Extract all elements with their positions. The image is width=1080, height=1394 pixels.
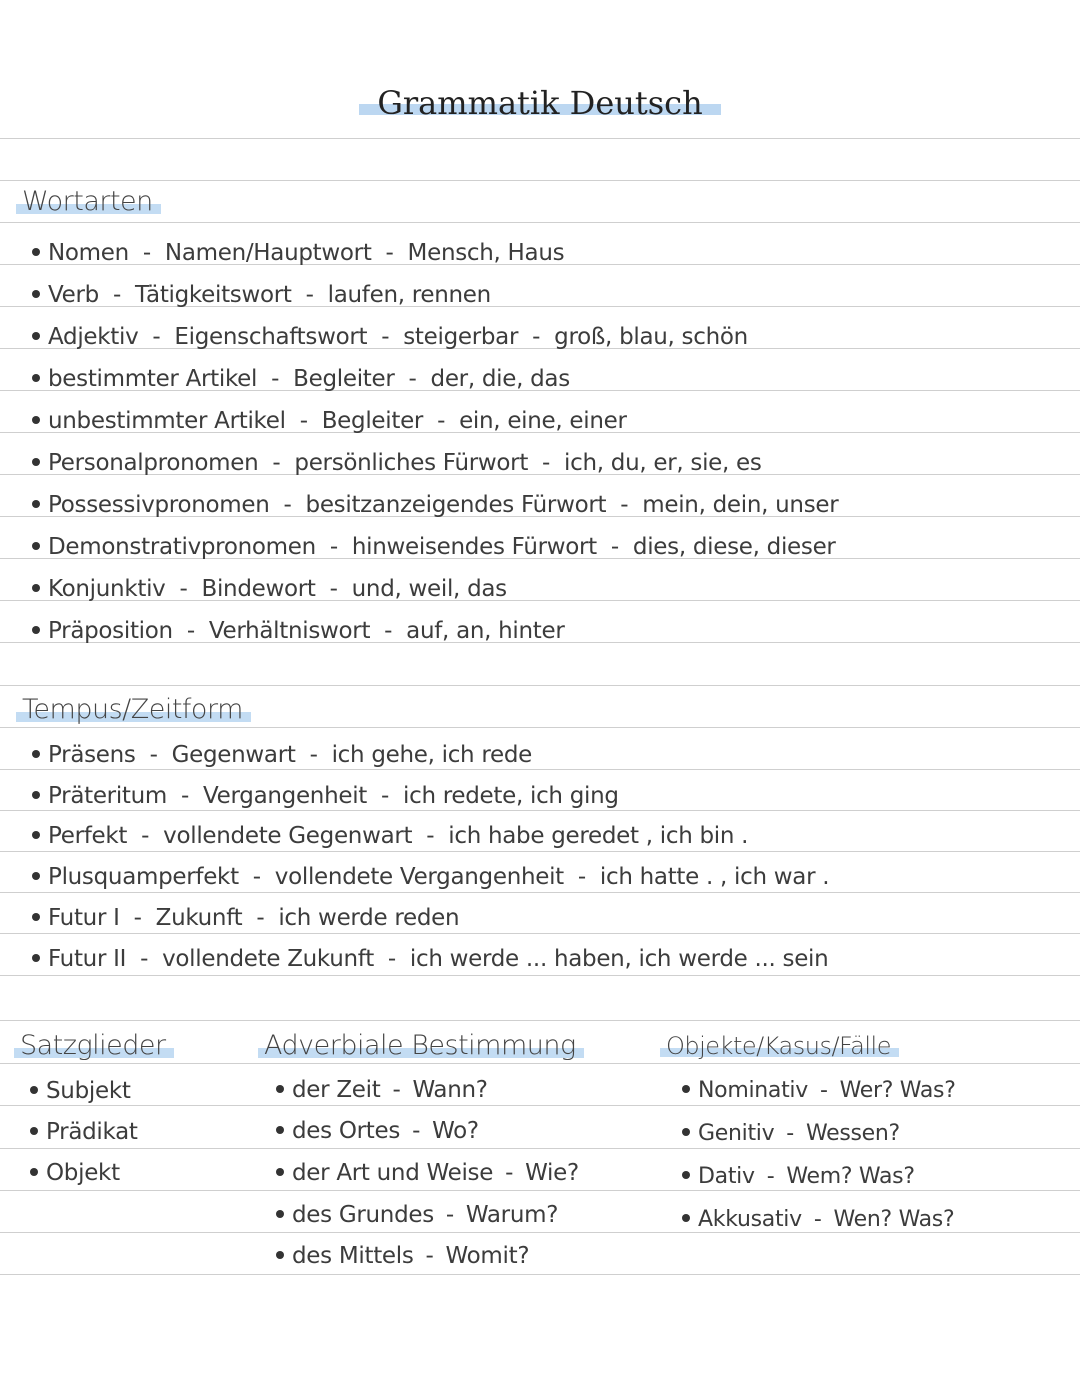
dash-separator: - bbox=[142, 240, 151, 266]
dash-separator: - bbox=[381, 324, 390, 350]
wortarten-item-name: Verb bbox=[48, 282, 99, 308]
wortarten-item-part: mein, dein, unser bbox=[642, 492, 839, 518]
dash-separator: - bbox=[149, 742, 158, 768]
bullet-icon bbox=[682, 1214, 690, 1222]
wortarten-item-part: hinweisendes Fürwort bbox=[351, 534, 597, 560]
tempus-item-part: Gegenwart bbox=[171, 742, 296, 768]
dash-separator: - bbox=[385, 240, 394, 266]
ruled-line bbox=[0, 222, 1080, 223]
tempus-item bbox=[32, 944, 828, 974]
page-title bbox=[0, 84, 1080, 122]
adverbiale-item-name: des Grundes bbox=[292, 1202, 434, 1228]
satzglieder-item-name: Prädikat bbox=[46, 1119, 138, 1145]
dash-separator: - bbox=[133, 905, 142, 931]
dash-separator: - bbox=[283, 492, 292, 518]
wortarten-item-part: Tätigkeitswort bbox=[134, 282, 292, 308]
wortarten-item bbox=[32, 364, 570, 394]
ruled-line bbox=[0, 138, 1080, 139]
dash-separator: - bbox=[577, 864, 586, 890]
wortarten-heading bbox=[16, 186, 161, 217]
satzglieder-item-name: Objekt bbox=[46, 1160, 120, 1186]
objekte-item-part: Wessen? bbox=[805, 1121, 900, 1146]
tempus-item-part: vollendete Gegenwart bbox=[163, 823, 413, 849]
bullet-icon bbox=[32, 458, 40, 466]
wortarten-item-name: Possessivpronomen bbox=[48, 492, 270, 518]
wortarten-item-part: Begleiter bbox=[321, 408, 424, 434]
wortarten-item-part: und, weil, das bbox=[351, 576, 507, 602]
wortarten-item-name: Demonstrativpronomen bbox=[48, 534, 316, 560]
wortarten-item bbox=[32, 532, 836, 562]
wortarten-heading-text: Wortarten bbox=[16, 186, 161, 217]
wortarten-item-part: der, die, das bbox=[430, 366, 570, 392]
dash-separator: - bbox=[252, 864, 261, 890]
adverbiale-item-name: der Art und Weise bbox=[292, 1160, 494, 1186]
adverbiale-item-name: des Mittels bbox=[292, 1243, 414, 1269]
dash-separator: - bbox=[819, 1078, 828, 1103]
dash-separator: - bbox=[309, 742, 318, 768]
ruled-line bbox=[0, 1274, 1080, 1275]
objekte-item-part: Wer? Was? bbox=[839, 1078, 956, 1103]
dash-separator: - bbox=[505, 1160, 514, 1186]
dash-separator: - bbox=[179, 576, 188, 602]
dash-separator: - bbox=[152, 324, 161, 350]
ruled-line bbox=[0, 685, 1080, 686]
wortarten-item-part: persönliches Fürwort bbox=[294, 450, 529, 476]
ruled-line bbox=[0, 727, 1080, 728]
wortarten-item bbox=[32, 322, 748, 352]
wortarten-item-part: auf, an, hinter bbox=[406, 618, 565, 644]
adverbiale-item bbox=[276, 1241, 529, 1271]
bullet-icon bbox=[32, 750, 40, 758]
objekte-item-name: Dativ bbox=[698, 1164, 755, 1189]
wortarten-item-name: Nomen bbox=[48, 240, 129, 266]
wortarten-item-part: Namen/Hauptwort bbox=[164, 240, 372, 266]
wortarten-item-part: Mensch, Haus bbox=[407, 240, 565, 266]
ruled-line bbox=[0, 1020, 1080, 1021]
tempus-item-name: Präsens bbox=[48, 742, 136, 768]
bullet-icon bbox=[32, 416, 40, 424]
wortarten-item bbox=[32, 616, 565, 646]
dash-separator: - bbox=[271, 366, 280, 392]
dash-separator: - bbox=[141, 823, 150, 849]
objekte-heading bbox=[660, 1032, 899, 1060]
tempus-item bbox=[32, 740, 532, 770]
adverbiale-item-name: des Ortes bbox=[292, 1118, 401, 1144]
dash-separator: - bbox=[408, 366, 417, 392]
wortarten-item-part: laufen, rennen bbox=[327, 282, 491, 308]
dash-separator: - bbox=[112, 282, 121, 308]
objekte-item-name: Genitiv bbox=[698, 1121, 775, 1146]
bullet-icon bbox=[32, 831, 40, 839]
dash-separator: - bbox=[392, 1077, 401, 1103]
bullet-icon bbox=[32, 626, 40, 634]
dash-separator: - bbox=[445, 1202, 454, 1228]
objekte-item-part: Wen? Was? bbox=[833, 1207, 955, 1232]
tempus-item-part: ich habe geredet , ich bin . bbox=[448, 823, 749, 849]
satzglieder-item-name: Subjekt bbox=[46, 1078, 131, 1104]
bullet-icon bbox=[32, 872, 40, 880]
bullet-icon bbox=[32, 584, 40, 592]
dash-separator: - bbox=[786, 1121, 794, 1146]
ruled-line bbox=[0, 933, 1080, 934]
bullet-icon bbox=[32, 290, 40, 298]
tempus-item-part: ich redete, ich ging bbox=[403, 783, 619, 809]
page-title-text: Grammatik Deutsch bbox=[359, 84, 720, 122]
wortarten-item bbox=[32, 280, 491, 310]
wortarten-item-part: Verhältniswort bbox=[208, 618, 371, 644]
tempus-item-name: Plusquamperfekt bbox=[48, 864, 239, 890]
objekte-item-name: Nominativ bbox=[698, 1078, 808, 1103]
wortarten-item-part: groß, blau, schön bbox=[554, 324, 748, 350]
ruled-line bbox=[0, 1063, 1080, 1064]
adverbiale-item-part: Wie? bbox=[525, 1160, 579, 1186]
tempus-heading-text: Tempus/Zeitform bbox=[16, 694, 251, 725]
tempus-item-part: vollendete Vergangenheit bbox=[274, 864, 564, 890]
bullet-icon bbox=[30, 1168, 38, 1176]
dash-separator: - bbox=[813, 1207, 822, 1232]
wortarten-item bbox=[32, 490, 838, 520]
adverbiale-heading-text: Adverbiale Bestimmung bbox=[258, 1030, 584, 1061]
adverbiale-item bbox=[276, 1200, 558, 1230]
dash-separator: - bbox=[384, 618, 393, 644]
dash-separator: - bbox=[181, 783, 190, 809]
adverbiale-item-part: Wo? bbox=[432, 1118, 479, 1144]
objekte-item bbox=[682, 1162, 915, 1192]
dash-separator: - bbox=[186, 618, 195, 644]
objekte-heading-text: Objekte/Kasus/Fälle bbox=[660, 1032, 899, 1060]
ruled-line bbox=[0, 1148, 1080, 1149]
satzglieder-heading-text: Satzglieder bbox=[14, 1030, 174, 1061]
bullet-icon bbox=[30, 1127, 38, 1135]
dash-separator: - bbox=[329, 534, 338, 560]
wortarten-item-name: unbestimmter Artikel bbox=[48, 408, 286, 434]
tempus-item-part: Vergangenheit bbox=[203, 783, 368, 809]
tempus-item-part: ich hatte . , ich war . bbox=[599, 864, 830, 890]
bullet-icon bbox=[32, 954, 40, 962]
dash-separator: - bbox=[437, 408, 446, 434]
ruled-line bbox=[0, 851, 1080, 852]
dash-separator: - bbox=[412, 1118, 421, 1144]
bullet-icon bbox=[32, 248, 40, 256]
wortarten-item-name: Präposition bbox=[48, 618, 173, 644]
ruled-line bbox=[0, 180, 1080, 181]
wortarten-item-name: Konjunktiv bbox=[48, 576, 166, 602]
adverbiale-item-part: Warum? bbox=[465, 1202, 559, 1228]
tempus-item-name: Perfekt bbox=[48, 823, 128, 849]
tempus-item-name: Futur II bbox=[48, 946, 127, 972]
objekte-item-part: Wem? Was? bbox=[786, 1164, 915, 1189]
satzglieder-item bbox=[30, 1158, 120, 1188]
bullet-icon bbox=[682, 1128, 690, 1136]
dash-separator: - bbox=[272, 450, 281, 476]
tempus-item bbox=[32, 821, 748, 851]
adverbiale-item bbox=[276, 1158, 579, 1188]
tempus-item bbox=[32, 781, 619, 811]
tempus-item bbox=[32, 862, 829, 892]
bullet-icon bbox=[276, 1251, 284, 1259]
adverbiale-heading bbox=[258, 1030, 584, 1061]
wortarten-item-part: steigerbar bbox=[403, 324, 519, 350]
bullet-icon bbox=[30, 1086, 38, 1094]
dash-separator: - bbox=[532, 324, 541, 350]
wortarten-item-name: Personalpronomen bbox=[48, 450, 259, 476]
dash-separator: - bbox=[620, 492, 629, 518]
bullet-icon bbox=[682, 1171, 690, 1179]
bullet-icon bbox=[32, 913, 40, 921]
tempus-item bbox=[32, 903, 459, 933]
wortarten-item bbox=[32, 574, 507, 604]
bullet-icon bbox=[682, 1085, 690, 1093]
adverbiale-item-name: der Zeit bbox=[292, 1077, 381, 1103]
wortarten-item-part: dies, diese, dieser bbox=[632, 534, 836, 560]
wortarten-item-part: Eigenschaftswort bbox=[174, 324, 368, 350]
bullet-icon bbox=[276, 1210, 284, 1218]
ruled-line bbox=[0, 892, 1080, 893]
dash-separator: - bbox=[329, 576, 338, 602]
tempus-item-part: ich werde reden bbox=[278, 905, 460, 931]
dash-separator: - bbox=[610, 534, 619, 560]
wortarten-item-name: bestimmter Artikel bbox=[48, 366, 258, 392]
bullet-icon bbox=[276, 1168, 284, 1176]
bullet-icon bbox=[32, 542, 40, 550]
objekte-item bbox=[682, 1076, 956, 1106]
bullet-icon bbox=[32, 791, 40, 799]
tempus-item-name: Präteritum bbox=[48, 783, 168, 809]
wortarten-item bbox=[32, 406, 627, 436]
satzglieder-heading bbox=[14, 1030, 174, 1061]
satzglieder-item bbox=[30, 1117, 138, 1147]
objekte-item-name: Akkusativ bbox=[698, 1207, 802, 1232]
objekte-item bbox=[682, 1205, 954, 1235]
ruled-line bbox=[0, 975, 1080, 976]
bullet-icon bbox=[32, 332, 40, 340]
dash-separator: - bbox=[766, 1164, 775, 1189]
objekte-item bbox=[682, 1119, 900, 1149]
dash-separator: - bbox=[140, 946, 149, 972]
dash-separator: - bbox=[299, 408, 308, 434]
tempus-item-part: vollendete Zukunft bbox=[162, 946, 374, 972]
wortarten-item-part: besitzanzeigendes Fürwort bbox=[305, 492, 607, 518]
satzglieder-item bbox=[30, 1076, 131, 1106]
adverbiale-item-part: Wann? bbox=[412, 1077, 488, 1103]
tempus-item-name: Futur I bbox=[48, 905, 120, 931]
wortarten-item bbox=[32, 448, 762, 478]
dash-separator: - bbox=[387, 946, 396, 972]
bullet-icon bbox=[32, 500, 40, 508]
tempus-item-part: Zukunft bbox=[155, 905, 243, 931]
bullet-icon bbox=[276, 1126, 284, 1134]
tempus-item-part: ich gehe, ich rede bbox=[331, 742, 532, 768]
ruled-line bbox=[0, 1190, 1080, 1191]
wortarten-item-name: Adjektiv bbox=[48, 324, 139, 350]
dash-separator: - bbox=[305, 282, 314, 308]
adverbiale-item bbox=[276, 1116, 479, 1146]
wortarten-item-part: Begleiter bbox=[293, 366, 395, 392]
dash-separator: - bbox=[542, 450, 551, 476]
wortarten-item-part: Bindewort bbox=[201, 576, 316, 602]
bullet-icon bbox=[32, 374, 40, 382]
dash-separator: - bbox=[381, 783, 390, 809]
dash-separator: - bbox=[256, 905, 265, 931]
dash-separator: - bbox=[425, 1243, 434, 1269]
wortarten-item bbox=[32, 238, 564, 268]
bullet-icon bbox=[276, 1085, 284, 1093]
adverbiale-item bbox=[276, 1075, 488, 1105]
adverbiale-item-part: Womit? bbox=[445, 1243, 530, 1269]
tempus-item-part: ich werde ... haben, ich werde ... sein bbox=[409, 946, 829, 972]
wortarten-item-part: ich, du, er, sie, es bbox=[564, 450, 762, 476]
dash-separator: - bbox=[426, 823, 435, 849]
wortarten-item-part: ein, eine, einer bbox=[459, 408, 627, 434]
tempus-heading bbox=[16, 694, 251, 725]
